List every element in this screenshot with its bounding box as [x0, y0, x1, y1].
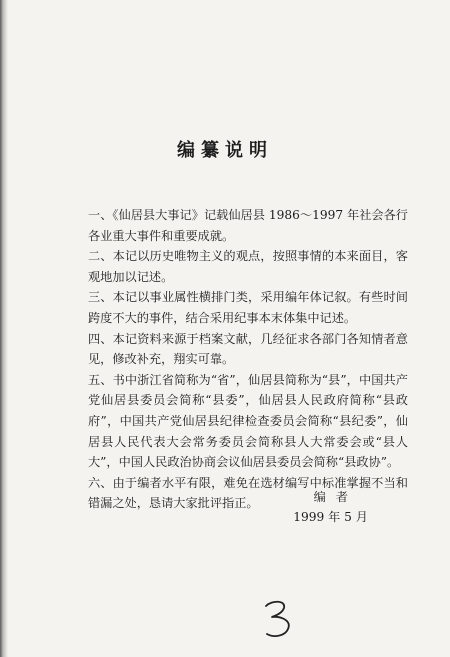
paragraph-6: 六、由于编者水平有限，难免在选材编写中标准掌握不当和错漏之处，恳请大家批评指正。	[88, 475, 408, 511]
paragraph-2: 二、本记以历史唯物主义的观点，按照事情的本来面目，客观地加以记述。	[88, 249, 408, 284]
body-text	[88, 205, 408, 514]
author-signature: 编者	[313, 490, 358, 504]
paragraph-5: 五、书中浙江省简称为“省”，仙居县简称为“县”，中国共产党仙居县委员会简称“县委”，仙居县人民政府简称“县政府”，中国共产党仙居县纪律检查委员会简称“县纪委”，仙居县人民代表大会常务委员会简称县人大常委会或“县人大”，中国人民政治协商会议仙居县委员会简称“县政协”。	[88, 372, 408, 470]
publication-date: 1999 年 5 月	[293, 510, 368, 524]
paragraph-1: 一、《仙居县大事记》记载仙居县 1986～1997 年社会各行各业重大事件和重要成就。	[88, 208, 408, 243]
paragraph-4: 四、本记资料来源于档案文献，几经征求各部门各知情者意见，修改补充，翔实可靠。	[88, 331, 408, 367]
paragraph-3: 三、本记以事业属性横排门类，采用编年体记叙。有些时间跨度不大的事件，结合采用纪事本末体集中记述。	[88, 290, 408, 325]
handwritten-page-number	[258, 598, 298, 642]
page-title: 编纂说明	[177, 140, 273, 161]
scan-edge-shadow	[0, 0, 8, 657]
